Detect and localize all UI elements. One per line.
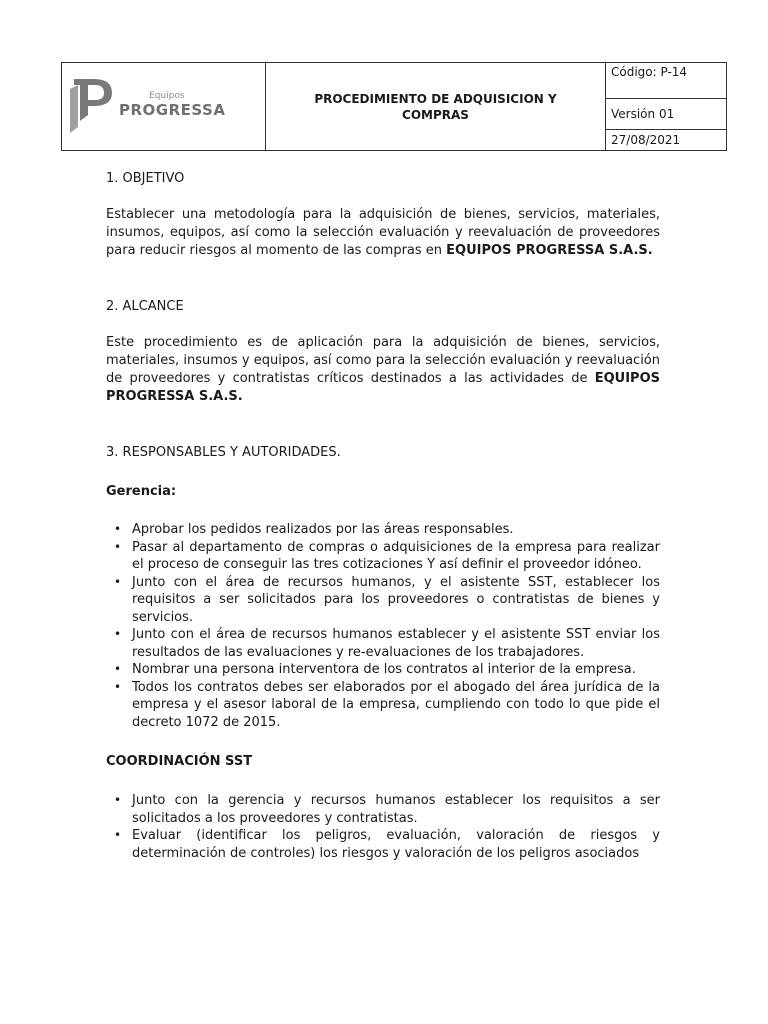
objetivo-text: Establecer una metodología para la adquisición de bienes, servicios, materiales, insumos, equipos, así como la selección evaluación y reevaluación de proveedores para reducir riesgos al momento de las compras en: [106, 207, 660, 258]
objetivo-company: EQUIPOS PROGRESSA S.A.S.: [446, 243, 653, 258]
list-item: • Nombrar una persona interventora de los contratos al interior de la empresa.: [132, 661, 660, 679]
list-item: • Aprobar los pedidos realizados por las áreas responsables.: [132, 521, 660, 539]
document-header-table: [61, 62, 727, 151]
gerencia-list: [106, 521, 660, 731]
alcance-paragraph: [106, 334, 660, 406]
alcance-text: Este procedimiento es de aplicación para la adquisición de bienes, servicios, materiales, insumos y equipos, así como para la selección evaluación y reevaluación de proveedores y contratistas críticos destinados a las actividades de: [106, 335, 660, 386]
section-heading-objetivo: 1. OBJETIVO: [106, 171, 185, 186]
list-item: • Pasar al departamento de compras o adquisiciones de la empresa para realizar el proceso de conseguir las tres cotizaciones Y así definir el proveedor idóneo.: [132, 539, 660, 574]
list-item: • Junto con la gerencia y recursos humanos establecer los requisitos a ser solicitados a los proveedores y contratistas.: [132, 792, 660, 827]
objetivo-paragraph: [106, 206, 660, 260]
list-item: • Evaluar (identificar los peligros, evaluación, valoración de riesgos y determinación de controles) los riesgos y valoración de los peligros asociados: [132, 827, 660, 862]
document-version: Versión 01: [606, 99, 726, 130]
document-date: 27/08/2021: [611, 133, 681, 147]
list-item: • Todos los contratos debes ser elaborados por el abogado del área jurídica de la empresa y el asesor laboral de la empresa, cumpliendo con todo lo que pide el decreto 1072 de 2015.: [132, 679, 660, 732]
document-title: PROCEDIMIENTO DE ADQUISICION Y COMPRAS: [266, 63, 606, 150]
coordinacion-heading: COORDINACIÓN SST: [106, 754, 253, 769]
logo-brand-text: PROGRESSA: [119, 101, 226, 119]
coordinacion-list: [106, 792, 660, 862]
logo-cell: [62, 63, 266, 150]
list-item: • Junto con el área de recursos humanos, y el asistente SST, establecer los requisitos a ser solicitados para los proveedores o contratistas de bienes y servicios.: [132, 574, 660, 627]
document-code: Código: P-14: [606, 63, 726, 99]
section-heading-alcance: 2. ALCANCE: [106, 299, 184, 314]
list-item: • Junto con el área de recursos humanos establecer y el asistente SST enviar los resultados de las evaluaciones y re-evaluaciones de los trabajadores.: [132, 626, 660, 661]
document-meta: [606, 63, 726, 150]
section-heading-responsables: 3. RESPONSABLES Y AUTORIDADES.: [106, 445, 341, 460]
gerencia-heading: Gerencia:: [106, 484, 177, 499]
alcance-company: EQUIPOS PROGRESSA S.A.S.: [106, 371, 660, 404]
document-body: [106, 170, 660, 862]
logo-small-text: Equipos: [149, 91, 185, 101]
